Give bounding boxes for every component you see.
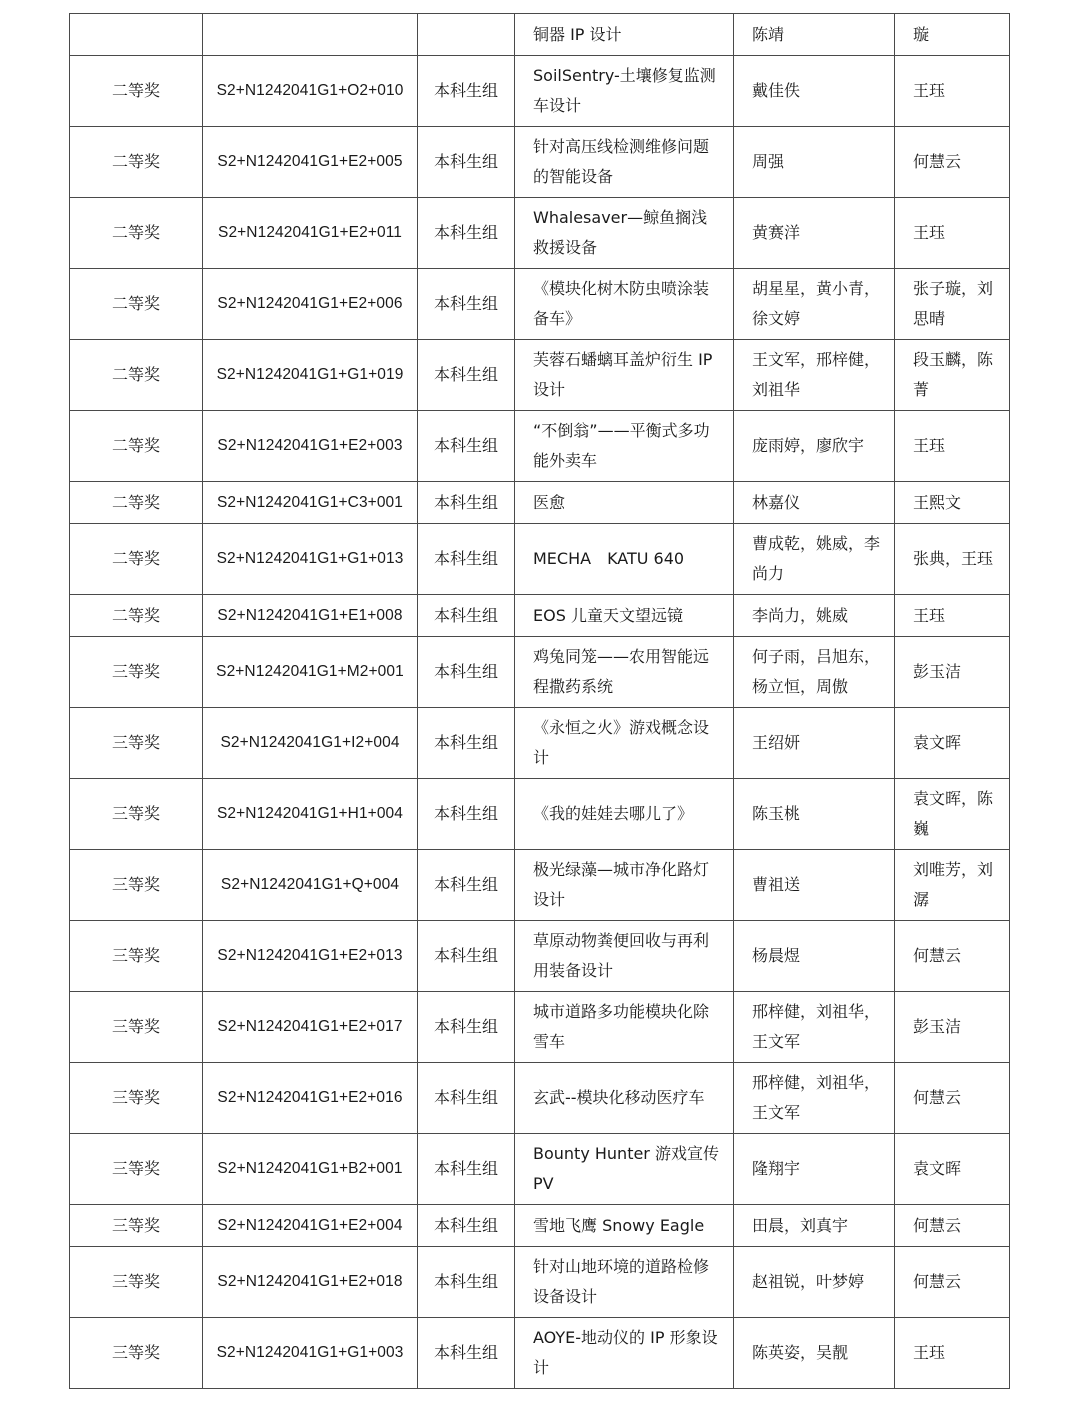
- award-rank-text: 三等奖: [111, 1088, 160, 1107]
- work-code-cell: [203, 779, 418, 850]
- authors-text: 曹成乾，姚威，李尚力: [752, 534, 881, 583]
- authors-text: 庞雨婷，廖欣宇: [752, 436, 865, 455]
- work-code-cell: [203, 1134, 418, 1205]
- work-code-text: S2+N1242041G1+B2+001: [217, 1160, 403, 1177]
- work-title-cell: [515, 14, 734, 56]
- advisor-text: 王珏: [913, 81, 946, 100]
- work-title-text: 《永恒之火》游戏概念设计: [533, 718, 710, 767]
- authors-text: 戴佳佚: [752, 81, 801, 100]
- table-row: [70, 637, 1010, 708]
- group-cell: [418, 850, 515, 921]
- group-cell: [418, 779, 515, 850]
- advisor-text: 彭玉洁: [913, 1017, 962, 1036]
- work-code-text: S2+N1242041G1+E2+003: [217, 437, 403, 454]
- work-title-cell: [515, 850, 734, 921]
- work-code-text: S2+N1242041G1+Q+004: [220, 876, 400, 893]
- group-cell: [418, 269, 515, 340]
- advisor-cell: [895, 56, 1010, 127]
- authors-text: 林嘉仪: [752, 492, 801, 512]
- work-title-text: MECHA KATU 640: [533, 549, 685, 568]
- advisor-cell: [895, 1247, 1010, 1318]
- authors-text: 陈靖: [752, 24, 785, 44]
- work-code-cell: [203, 992, 418, 1063]
- work-title-text: 医愈: [533, 492, 566, 512]
- award-rank-text: 三等奖: [111, 1343, 160, 1362]
- advisor-cell: [895, 340, 1010, 411]
- work-code-text: S2+N1242041G1+G1+019: [216, 366, 404, 383]
- work-code-cell: [203, 637, 418, 708]
- table-row: [70, 595, 1010, 637]
- award-rank-cell: [70, 524, 203, 595]
- work-title-cell: [515, 637, 734, 708]
- award-rank-text: 二等奖: [111, 294, 160, 313]
- award-rank-cell: [70, 595, 203, 637]
- work-code-cell: [203, 56, 418, 127]
- work-title-cell: [515, 127, 734, 198]
- advisor-cell: [895, 1318, 1010, 1389]
- advisor-text: 何慧云: [913, 1088, 962, 1107]
- authors-cell: [734, 1134, 895, 1205]
- authors-text: 王绍妍: [752, 733, 801, 752]
- table-row: [70, 1247, 1010, 1318]
- advisor-text: 璇: [913, 24, 930, 44]
- authors-text: 王文军，邢梓健，刘祖华: [752, 350, 881, 399]
- advisor-cell: [895, 524, 1010, 595]
- group-cell: [418, 482, 515, 524]
- work-code-cell: [203, 340, 418, 411]
- group-text: 本科生组: [433, 804, 498, 823]
- work-code-text: S2+N1242041G1+H1+004: [216, 805, 403, 822]
- advisor-cell: [895, 779, 1010, 850]
- work-title-text: 极光绿藻—城市净化路灯设计: [533, 860, 710, 909]
- award-rank-text: 二等奖: [111, 152, 160, 171]
- advisor-text: 袁文晖: [913, 1159, 962, 1178]
- table-row: [70, 1063, 1010, 1134]
- work-code-cell: [203, 14, 418, 56]
- work-code-cell: [203, 1318, 418, 1389]
- award-rank-text: 三等奖: [111, 1159, 160, 1178]
- authors-cell: [734, 482, 895, 524]
- work-title-cell: [515, 779, 734, 850]
- work-title-cell: [515, 198, 734, 269]
- work-code-text: S2+N1242041G1+O2+010: [216, 82, 404, 99]
- advisor-cell: [895, 992, 1010, 1063]
- authors-cell: [734, 340, 895, 411]
- award-rank-cell: [70, 637, 203, 708]
- advisor-text: 何慧云: [913, 1272, 962, 1291]
- work-title-text: 雪地飞鹰 Snowy Eagle: [533, 1215, 705, 1235]
- authors-cell: [734, 779, 895, 850]
- table-row: [70, 1318, 1010, 1389]
- work-code-text: S2+N1242041G1+E2+004: [217, 1216, 403, 1234]
- work-code-text: S2+N1242041G1+E2+013: [217, 947, 403, 964]
- award-rank-text: 三等奖: [111, 875, 160, 894]
- award-rank-cell: [70, 921, 203, 992]
- authors-cell: [734, 595, 895, 637]
- award-rank-cell: [70, 992, 203, 1063]
- advisor-text: 王珏: [913, 605, 946, 625]
- work-code-text: S2+N1242041G1+I2+004: [220, 734, 400, 751]
- award-rank-cell: [70, 14, 203, 56]
- work-title-cell: [515, 340, 734, 411]
- award-rank-text: 二等奖: [111, 81, 160, 100]
- group-text: 本科生组: [433, 81, 498, 100]
- authors-cell: [734, 14, 895, 56]
- award-rank-text: 二等奖: [111, 436, 160, 455]
- work-title-cell: [515, 1205, 734, 1247]
- award-table: [69, 13, 1010, 1389]
- group-cell: [418, 198, 515, 269]
- authors-cell: [734, 637, 895, 708]
- work-title-cell: [515, 1247, 734, 1318]
- table-row: [70, 992, 1010, 1063]
- group-cell: [418, 992, 515, 1063]
- authors-text: 陈英姿，吴靓: [752, 1343, 849, 1362]
- advisor-cell: [895, 637, 1010, 708]
- work-code-cell: [203, 708, 418, 779]
- advisor-cell: [895, 411, 1010, 482]
- group-text: 本科生组: [433, 1343, 498, 1362]
- authors-text: 陈玉桃: [752, 804, 801, 823]
- table-row: [70, 850, 1010, 921]
- authors-text: 李尚力，姚威: [752, 605, 849, 625]
- work-title-text: 针对高压线检测维修问题的智能设备: [533, 137, 710, 186]
- award-rank-text: 三等奖: [111, 946, 160, 965]
- work-title-cell: [515, 1063, 734, 1134]
- work-title-cell: [515, 56, 734, 127]
- work-code-cell: [203, 127, 418, 198]
- award-rank-cell: [70, 198, 203, 269]
- work-code-text: S2+N1242041G1+E2+005: [217, 153, 403, 170]
- group-cell: [418, 411, 515, 482]
- work-code-cell: [203, 269, 418, 340]
- group-text: 本科生组: [433, 875, 498, 894]
- award-rank-text: 二等奖: [111, 605, 160, 625]
- work-title-text: SoilSentry-土壤修复监测车设计: [533, 66, 716, 115]
- work-title-text: “不倒翁”——平衡式多功能外卖车: [533, 421, 710, 470]
- group-text: 本科生组: [433, 436, 498, 455]
- award-rank-text: 三等奖: [111, 1215, 160, 1235]
- group-text: 本科生组: [433, 152, 498, 171]
- advisor-text: 王熙文: [913, 492, 962, 512]
- advisor-text: 张子璇，刘思晴: [913, 279, 994, 328]
- advisor-cell: [895, 198, 1010, 269]
- work-title-text: 铜器 IP 设计: [533, 24, 622, 44]
- award-rank-text: 三等奖: [111, 662, 160, 681]
- award-rank-cell: [70, 127, 203, 198]
- work-title-cell: [515, 992, 734, 1063]
- advisor-text: 何慧云: [913, 946, 962, 965]
- award-rank-cell: [70, 482, 203, 524]
- work-title-text: 《模块化树木防虫喷涂装备车》: [533, 279, 710, 328]
- authors-cell: [734, 1318, 895, 1389]
- award-rank-cell: [70, 411, 203, 482]
- group-text: 本科生组: [433, 365, 498, 384]
- table-row: [70, 482, 1010, 524]
- authors-cell: [734, 1205, 895, 1247]
- authors-text: 胡星星，黄小青，徐文婷: [752, 279, 881, 328]
- award-rank-text: 三等奖: [111, 1272, 160, 1291]
- table-row: [70, 779, 1010, 850]
- work-code-text: S2+N1242041G1+E2+017: [217, 1018, 403, 1035]
- award-rank-cell: [70, 1318, 203, 1389]
- group-cell: [418, 1247, 515, 1318]
- advisor-text: 何慧云: [913, 152, 962, 171]
- group-text: 本科生组: [433, 1215, 498, 1235]
- group-cell: [418, 637, 515, 708]
- work-code-cell: [203, 524, 418, 595]
- advisor-cell: [895, 127, 1010, 198]
- group-text: 本科生组: [433, 1159, 498, 1178]
- group-text: 本科生组: [433, 662, 498, 681]
- advisor-cell: [895, 1205, 1010, 1247]
- work-code-cell: [203, 482, 418, 524]
- authors-text: 隆翔宇: [752, 1159, 801, 1178]
- work-title-cell: [515, 708, 734, 779]
- award-rank-cell: [70, 1063, 203, 1134]
- work-code-text: S2+N1242041G1+C3+001: [216, 493, 403, 511]
- work-title-text: 草原动物粪便回收与再利用装备设计: [533, 931, 710, 980]
- advisor-cell: [895, 850, 1010, 921]
- authors-text: 邢梓健，刘祖华，王文军: [752, 1073, 881, 1122]
- award-rank-text: 二等奖: [111, 365, 160, 384]
- award-rank-text: 三等奖: [111, 1017, 160, 1036]
- authors-text: 何子雨，吕旭东，杨立恒，周傲: [752, 647, 881, 696]
- advisor-cell: [895, 14, 1010, 56]
- work-title-text: Whalesaver—鲸鱼搁浅救援设备: [533, 208, 708, 257]
- table-row: [70, 524, 1010, 595]
- group-text: 本科生组: [433, 294, 498, 313]
- authors-text: 田晨，刘真宇: [752, 1215, 849, 1235]
- advisor-cell: [895, 269, 1010, 340]
- award-rank-cell: [70, 708, 203, 779]
- advisor-text: 王珏: [913, 1343, 946, 1362]
- group-cell: [418, 340, 515, 411]
- group-cell: [418, 524, 515, 595]
- award-rank-text: 二等奖: [111, 223, 160, 242]
- authors-cell: [734, 411, 895, 482]
- award-rank-text: 二等奖: [111, 492, 160, 512]
- award-rank-cell: [70, 1134, 203, 1205]
- table-row: [70, 708, 1010, 779]
- table-row: [70, 14, 1010, 56]
- table-row: [70, 198, 1010, 269]
- award-rank-cell: [70, 1205, 203, 1247]
- group-text: 本科生组: [433, 946, 498, 965]
- group-text: 本科生组: [433, 605, 498, 625]
- award-rank-cell: [70, 850, 203, 921]
- work-code-cell: [203, 850, 418, 921]
- authors-cell: [734, 1247, 895, 1318]
- work-title-cell: [515, 921, 734, 992]
- group-text: 本科生组: [433, 223, 498, 242]
- work-code-cell: [203, 595, 418, 637]
- work-title-cell: [515, 1134, 734, 1205]
- work-title-text: 针对山地环境的道路检修设备设计: [533, 1257, 710, 1306]
- group-cell: [418, 708, 515, 779]
- work-title-cell: [515, 482, 734, 524]
- group-cell: [418, 595, 515, 637]
- award-rank-cell: [70, 56, 203, 127]
- award-rank-cell: [70, 779, 203, 850]
- table-row: [70, 56, 1010, 127]
- advisor-cell: [895, 708, 1010, 779]
- table-row: [70, 411, 1010, 482]
- group-text: 本科生组: [433, 733, 498, 752]
- work-title-text: 玄武--模块化移动医疗车: [533, 1088, 705, 1107]
- authors-cell: [734, 992, 895, 1063]
- work-title-text: 芙蓉石蟠螭耳盖炉衍生 IP 设计: [533, 350, 713, 399]
- advisor-cell: [895, 1063, 1010, 1134]
- advisor-cell: [895, 595, 1010, 637]
- award-rank-cell: [70, 1247, 203, 1318]
- work-title-text: EOS 儿童天文望远镜: [533, 605, 683, 625]
- work-code-text: S2+N1242041G1+G1+013: [216, 550, 404, 567]
- advisor-cell: [895, 482, 1010, 524]
- authors-cell: [734, 127, 895, 198]
- table-row: [70, 921, 1010, 992]
- group-text: 本科生组: [433, 1088, 498, 1107]
- advisor-text: 袁文晖，陈巍: [913, 789, 994, 838]
- work-code-cell: [203, 1247, 418, 1318]
- award-rank-text: 二等奖: [111, 549, 160, 568]
- authors-text: 黄赛洋: [752, 223, 801, 242]
- work-code-cell: [203, 1205, 418, 1247]
- work-title-text: 《我的娃娃去哪儿了》: [533, 804, 694, 823]
- work-code-cell: [203, 198, 418, 269]
- group-text: 本科生组: [433, 492, 498, 512]
- authors-cell: [734, 198, 895, 269]
- group-cell: [418, 1205, 515, 1247]
- group-text: 本科生组: [433, 549, 498, 568]
- work-code-text: S2+N1242041G1+G1+003: [216, 1344, 404, 1361]
- work-title-cell: [515, 411, 734, 482]
- work-code-cell: [203, 1063, 418, 1134]
- award-rank-cell: [70, 340, 203, 411]
- authors-text: 周强: [752, 152, 785, 171]
- advisor-text: 何慧云: [913, 1215, 962, 1235]
- advisor-text: 刘唯芳，刘潺: [913, 860, 994, 909]
- table-row: [70, 1205, 1010, 1247]
- work-code-cell: [203, 411, 418, 482]
- group-cell: [418, 1318, 515, 1389]
- group-text: 本科生组: [433, 1272, 498, 1291]
- authors-text: 杨晨煜: [752, 946, 801, 965]
- group-cell: [418, 1063, 515, 1134]
- group-cell: [418, 127, 515, 198]
- advisor-text: 段玉麟，陈菁: [913, 350, 994, 399]
- authors-cell: [734, 1063, 895, 1134]
- authors-cell: [734, 850, 895, 921]
- work-title-text: 鸡兔同笼——农用智能远程撒药系统: [533, 647, 710, 696]
- table-row: [70, 340, 1010, 411]
- work-code-text: S2+N1242041G1+M2+001: [216, 663, 404, 680]
- authors-text: 赵祖锐，叶梦婷: [752, 1272, 865, 1291]
- table-row: [70, 127, 1010, 198]
- authors-cell: [734, 269, 895, 340]
- authors-cell: [734, 921, 895, 992]
- work-code-text: S2+N1242041G1+E2+016: [217, 1089, 403, 1106]
- work-code-text: S2+N1242041G1+E2+011: [218, 224, 402, 241]
- work-title-text: Bounty Hunter 游戏宣传 PV: [533, 1144, 719, 1193]
- advisor-text: 王珏: [913, 223, 946, 242]
- group-cell: [418, 921, 515, 992]
- authors-cell: [734, 524, 895, 595]
- authors-cell: [734, 56, 895, 127]
- advisor-text: 张典，王珏: [913, 549, 994, 568]
- group-text: 本科生组: [433, 1017, 498, 1036]
- authors-text: 曹祖送: [752, 875, 801, 894]
- table-row: [70, 269, 1010, 340]
- advisor-text: 彭玉洁: [913, 662, 962, 681]
- award-table-body: [70, 14, 1010, 1389]
- award-rank-cell: [70, 269, 203, 340]
- work-title-text: 城市道路多功能模块化除雪车: [533, 1002, 710, 1051]
- award-rank-text: 三等奖: [111, 804, 160, 823]
- advisor-text: 袁文晖: [913, 733, 962, 752]
- work-code-cell: [203, 921, 418, 992]
- work-code-text: S2+N1242041G1+E2+018: [217, 1273, 403, 1290]
- advisor-cell: [895, 921, 1010, 992]
- group-cell: [418, 14, 515, 56]
- work-title-cell: [515, 269, 734, 340]
- work-title-cell: [515, 524, 734, 595]
- work-code-text: S2+N1242041G1+E1+008: [217, 606, 403, 624]
- authors-cell: [734, 708, 895, 779]
- work-title-cell: [515, 595, 734, 637]
- group-cell: [418, 1134, 515, 1205]
- advisor-text: 王珏: [913, 436, 946, 455]
- work-title-cell: [515, 1318, 734, 1389]
- authors-text: 邢梓健，刘祖华，王文军: [752, 1002, 881, 1051]
- advisor-cell: [895, 1134, 1010, 1205]
- work-title-text: AOYE-地动仪的 IP 形象设计: [533, 1328, 718, 1377]
- work-code-text: S2+N1242041G1+E2+006: [217, 295, 403, 312]
- table-row: [70, 1134, 1010, 1205]
- award-rank-text: 三等奖: [111, 733, 160, 752]
- group-cell: [418, 56, 515, 127]
